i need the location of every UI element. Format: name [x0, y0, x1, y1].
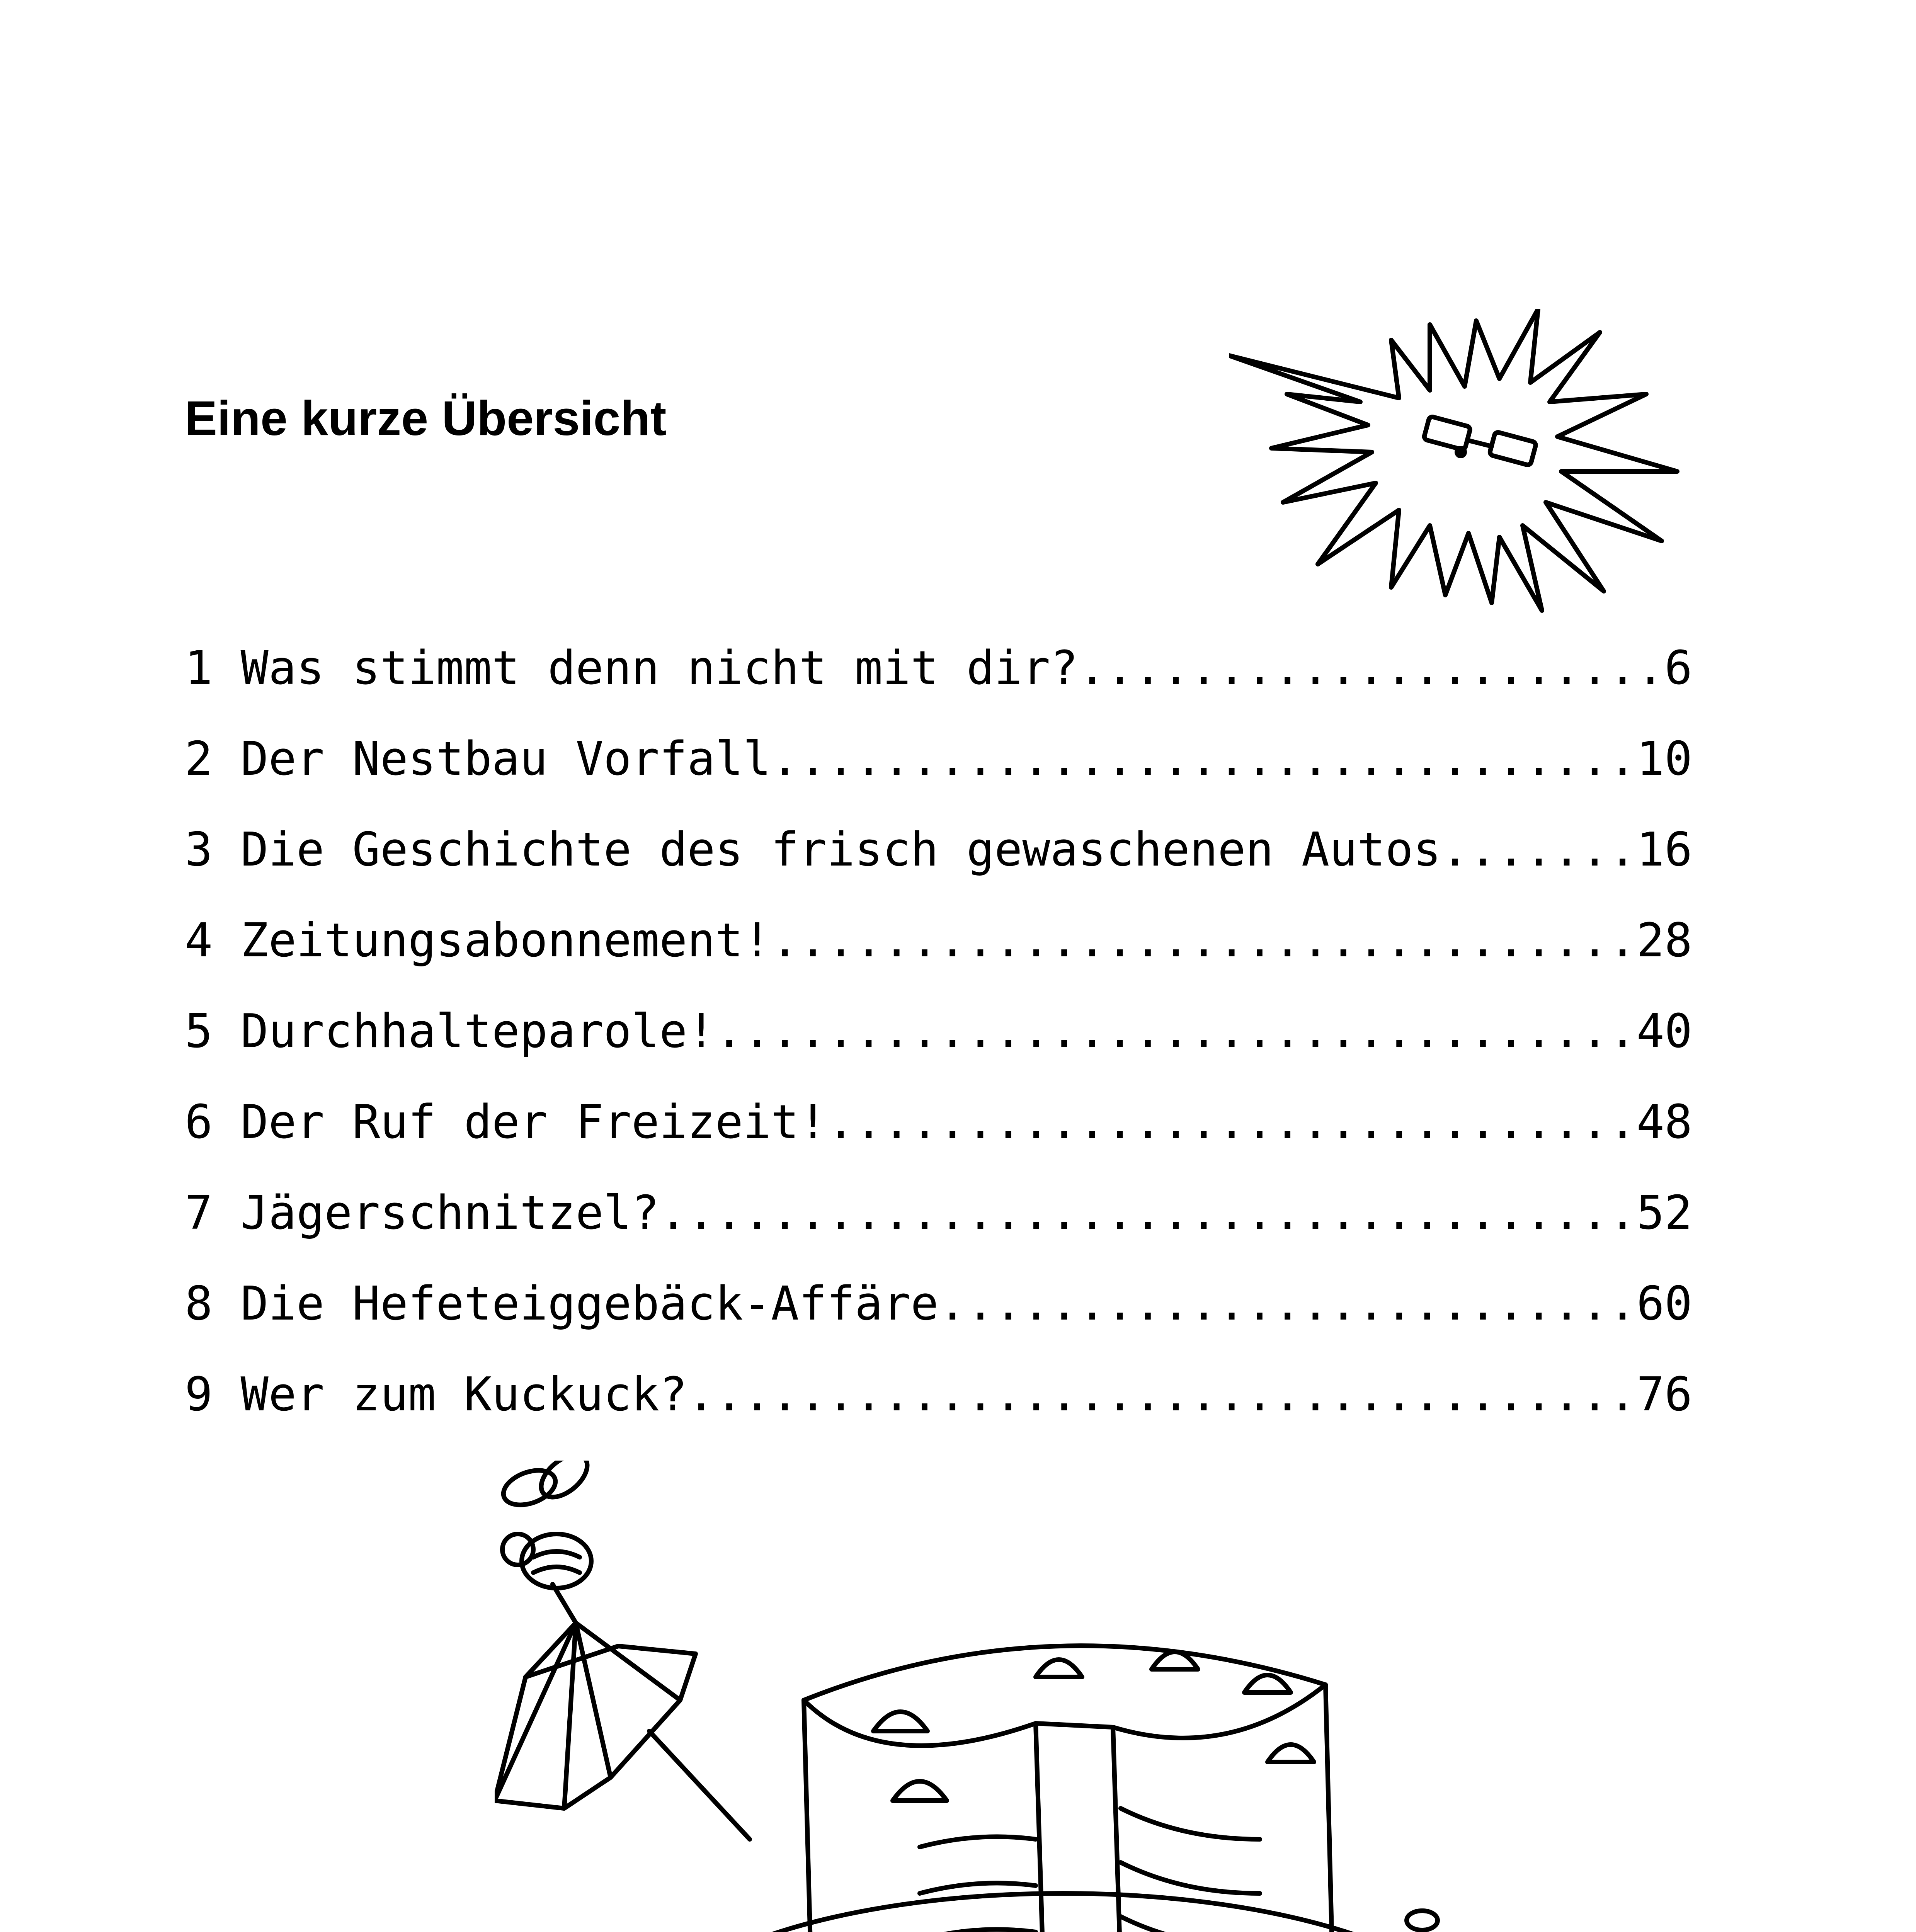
toc-entry-9[interactable] — [185, 1360, 1748, 1430]
toc-entry-text: 4 Zeitungsabonnement!...............................28 — [185, 914, 1693, 968]
toc-entry-2[interactable] — [185, 724, 1748, 794]
cake-illustration — [495, 1461, 1584, 1932]
toc-entry-text: 1 Was stimmt denn nicht mit dir?.....................6 — [185, 641, 1693, 695]
toc-entry-4[interactable] — [185, 906, 1748, 976]
toc-entry-1[interactable] — [185, 634, 1748, 703]
toc-entry-text: 7 Jägerschnitzel?...................................52 — [185, 1186, 1693, 1240]
bee-umbrella-icon — [495, 1461, 750, 1839]
toc-entry-text: 5 Durchhalteparole!.................................40 — [185, 1005, 1693, 1058]
page-title: Eine kurze Übersicht — [185, 391, 667, 446]
toc-entry-3[interactable] — [185, 815, 1748, 885]
cake-scene-icon — [495, 1461, 1584, 1932]
hedgehog-illustration — [1229, 309, 1693, 626]
toc-entry-text: 8 Die Hefeteiggebäck-Affäre.........................60 — [185, 1277, 1693, 1331]
toc-entry-text: 9 Wer zum Kuckuck?..................................76 — [185, 1368, 1693, 1422]
toc-entry-8[interactable] — [185, 1269, 1748, 1339]
toc-entry-text: 3 Die Geschichte des frisch gewaschenen Autos.......16 — [185, 823, 1693, 877]
toc-entry-5[interactable] — [185, 997, 1748, 1066]
toc-entry-7[interactable] — [185, 1179, 1748, 1248]
toc-entry-6[interactable] — [185, 1088, 1748, 1157]
toc-entry-text: 6 Der Ruf der Freizeit!.............................48 — [185, 1095, 1693, 1149]
hedgehog-icon — [1229, 309, 1693, 626]
toc-entry-text: 2 Der Nestbau Vorfall...............................10 — [185, 732, 1693, 786]
